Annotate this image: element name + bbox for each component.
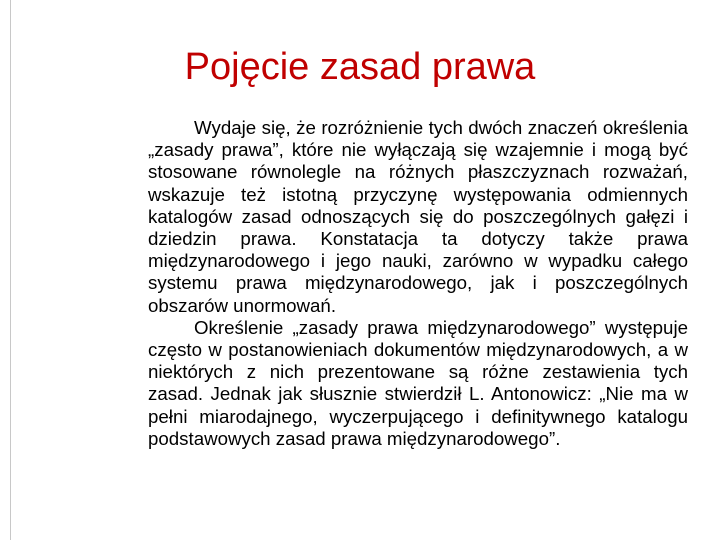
paragraph-2: Określenie „zasady prawa międzynarodowego” występuje często w postanowieniach dokumentów międzynarodowych, a w niektórych z nich prezentowane są różne zestawienia tych zasad. Jednak jak słusznie stwierdził L. Antonowicz: „Nie ma w pełni miarodajnego, wyczerpującego i definitywnego katalogu podstawowych zasad prawa międzynarodowego”. [148, 316, 688, 449]
paragraph-1: Wydaje się, że rozróżnienie tych dwóch znaczeń określenia „zasady prawa”, które nie wyłączają się wzajemnie i mogą być stosowane równolegle na różnych płaszczyznach rozważań, wskazuje też istotną przyczynę występowania odmiennych katalogów zasad odnoszących się do poszczególnych gałęzi i dziedzin prawa. Konstatacja ta dotyczy także prawa międzynarodowego i jego nauki, zarówno w wypadku całego systemu prawa międzynarodowego, jak i poszczególnych obszarów unormowań. [148, 117, 688, 316]
slide-title: Pojęcie zasad prawa [184, 46, 536, 88]
slide-body [148, 117, 688, 450]
